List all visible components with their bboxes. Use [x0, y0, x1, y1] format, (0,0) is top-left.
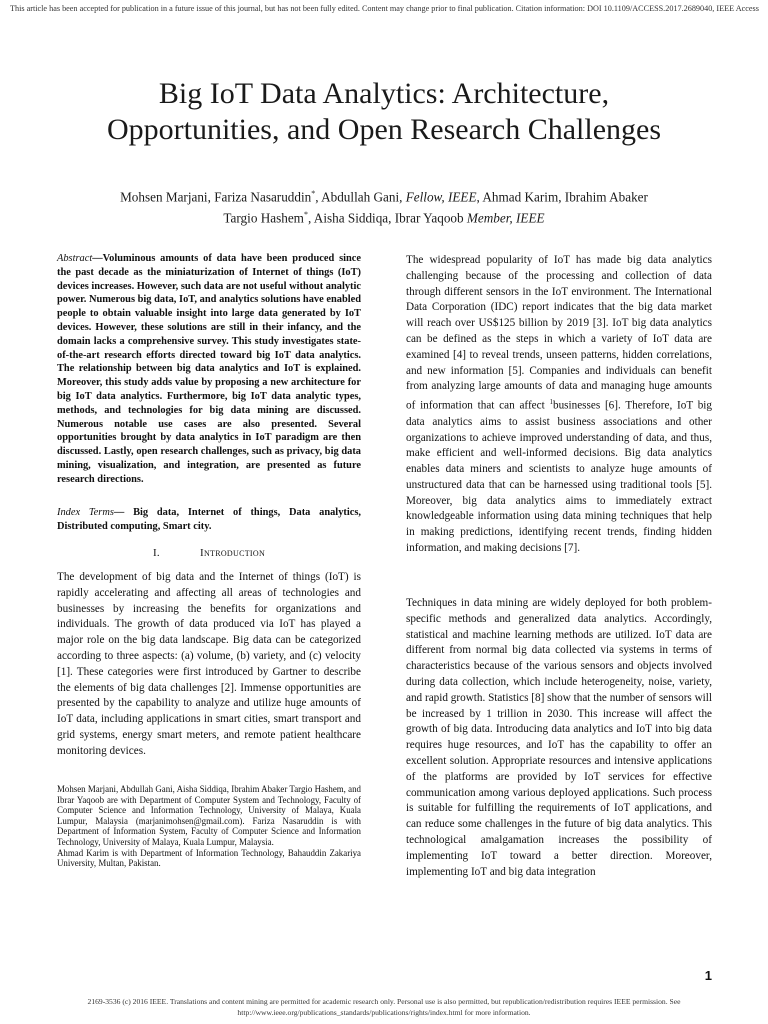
paragraph-part: businesses [6]. Therefore, IoT big data analytics aims to assist business associations and other organizations to achieve improved understanding of data, and thus, make efficient and well-informed decisions. Big data analytics enables data miners and scientists to analyze huge amounts of unstructured data that can be harnessed using traditional tools [5]. Moreover, big data analytics aims to immediately extract knowledgeable information using data mining techniques that help in making predictions, identifying recent trends, finding hidden information, and making decisions [7]. [406, 399, 712, 555]
abstract [57, 252, 361, 487]
journal-notice: This article has been accepted for publication in a future issue of this journal, but has not been fully edited. Content may change prior to final publication. Citation information: DOI 10.1109/ACCESS.2017.2689040, IEEE Access [10, 4, 759, 13]
footnote-text: Ahmad Karim is with Department of Information Technology, Bahauddin Zakariya University, Multan, Pakistan. [57, 847, 361, 869]
footnote-text: Mohsen Marjani, Abdullah Gani, Aisha Siddiqa, Ibrahim Abaker Targio Hashem, and Ibrar Yaqoob are with Department of Computer System and Technology, Faculty of Computer Science and Information Technology, University of Malaya, Kuala Lumpur, Malaysia (marjanimohsen@gmail.com). Fariza Nasaruddin is with Department of Information System, Faculty of Computer Science and Information Technology, University of Malaya, Kuala Lumpur, Malaysia. [57, 784, 361, 847]
index-terms [57, 506, 361, 534]
abstract-text: —Voluminous amounts of data have been produced since the past decade as the miniaturization of Internet of things (IoT) devices increases. However, such data are not useful without analytic power. Numerous big data, IoT, and analytics solutions have enabled people to obtain valuable insight into large data generated by IoT devices. However, these solutions are still in their infancy, and the domain lacks a comprehensive survey. This study investigates state-of-the-art research efforts directed toward big IoT data analytics. The relationship between big data analytics and IoT is explained. Moreover, this study adds value by proposing a new architecture for big IoT data analytics. Furthermore, big IoT data analytic types, methods, and technologies for big data mining are discussed. Numerous notable use cases are also presented. Several opportunities brought by data analytics in IoT paradigm are then discussed. Lastly, open research challenges, such as privacy, big data mining, visualization, and integration, are presented as future research directions. [57, 253, 361, 485]
paper-title [40, 76, 728, 148]
author-names: Targio Hashem [223, 210, 304, 226]
section-title: Introduction [199, 547, 266, 559]
copyright-line-1: 2169-3536 (c) 2016 IEEE. Translations and content mining are permitted for academic research only. Personal use is also permitted, but republication/redistribution requires IEEE permission. See [87, 997, 681, 1006]
affiliation-footnote [57, 784, 361, 869]
body-paragraph [406, 253, 712, 557]
paragraph-text: The development of big data and the Internet of things (IoT) is rapidly accelerating and affecting all areas of technologies and businesses by increasing the benefits for organizations and individuals. The growth of data produced via IoT has played a major role on the big data landscape. Big data can be categorized according to three aspects: (a) volume, (b) variety, and (c) velocity [1]. These categories were first introduced by Gartner to describe the elements of big data challenges [2]. Immense opportunities are presented by the capability to analyze and utilize huge amounts of IoT data, including applications in smart cities, smart transport and grid systems, energy smart meters, and remote patient healthcare monitoring devices. [57, 571, 361, 757]
abstract-label: Abstract [57, 253, 93, 264]
index-terms-label: Index Terms [57, 507, 114, 518]
title-line-2: Opportunities, and Open Research Challenges [106, 113, 662, 146]
author-role: Fellow, IEEE [405, 189, 477, 205]
author-names: Mohsen Marjani, Fariza Nasaruddin [120, 189, 312, 205]
author-role: Member, IEEE [466, 210, 545, 226]
author-list [40, 185, 728, 228]
index-terms-text: — Big data, Internet of things, Data analytics, Distributed computing, Smart city. [57, 507, 361, 532]
copyright-footer [20, 996, 748, 1018]
corresponding-mark: * [303, 210, 308, 220]
body-paragraph [406, 596, 712, 880]
author-names: , Abdullah Gani, [315, 189, 406, 205]
copyright-line-2: http://www.ieee.org/publications_standards/publications/rights/index.html for more information. [237, 1008, 531, 1017]
paragraph-text [406, 253, 712, 557]
section-number: I. [152, 547, 160, 559]
section-heading [57, 547, 361, 559]
intro-paragraph [57, 570, 361, 760]
author-names: , Aisha Siddiqa, Ibrar Yaqoob [307, 210, 467, 226]
paragraph-text: Techniques in data mining are widely deployed for both problem-specific methods and generalized data analytics. Accordingly, statistical and machine learning methods are utilized. IoT data are different from normal big data collected via systems in terms of characteristics because of the various sensors and objects involved during data collection, which include heterogeneity, noise, variety, and rapid growth. Statistics [8] show that the number of sensors will be increased by 1 trillion in 2030. This increase will affect the growth of big data. Introducing data analytics and IoT into big data requires huge resources, and IoT has the capability to offer an excellent solution. Appropriate resources and intensive applications of the platforms are provided by IoT services for effective communication among various deployed applications. Such process is suitable for fulfilling the requirements of IoT applications, and can reduce some challenges in the future of big data analytics. This technological amalgamation increases the possibility of implementing IoT toward a better direction. Moreover, implementing IoT and big data integration [406, 597, 712, 878]
author-line-1 [40, 185, 728, 206]
title-line-1: Big IoT Data Analytics: Architecture, [158, 77, 610, 110]
footnote-mark: 1 [549, 398, 553, 407]
author-names: , Ahmad Karim, Ibrahim Abaker [476, 189, 648, 205]
author-line-2 [40, 206, 728, 227]
corresponding-mark: * [311, 189, 316, 198]
page-number: 1 [704, 968, 712, 983]
paragraph-part: The widespread popularity of IoT has made big data analytics challenging because of the processing and collection of data through different sensors in the IoT environment. The International Data Corporation (IDC) report indicates that the big data market will reach over US$125 billion by 2019 [3]. IoT big data analytics can be defined as the steps in which a variety of IoT data are examined [4] to reveal trends, unseen patterns, hidden correlations, and new information [5]. Companies and individuals can benefit from analyzing large amounts of data and managing huge amounts of information that can affect [406, 254, 712, 412]
